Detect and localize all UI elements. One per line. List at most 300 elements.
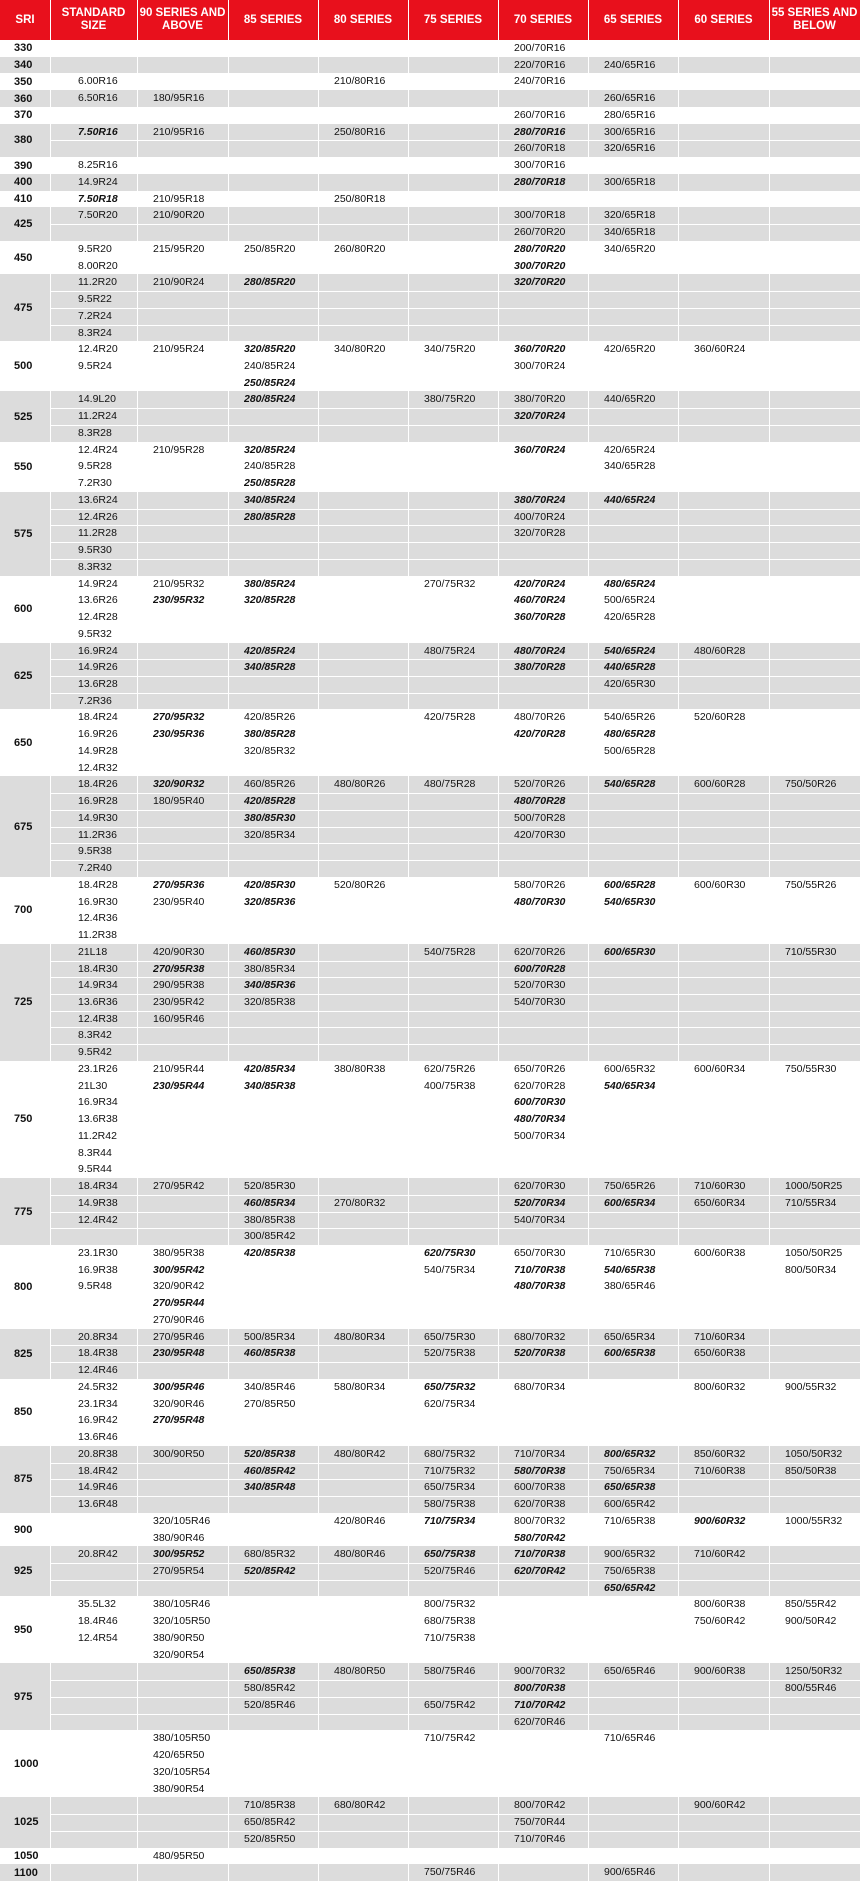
standard-size-cell: 11.2R24 <box>78 410 117 423</box>
tire-size-cell: 710/60R42 <box>694 1548 746 1561</box>
tire-size-cell: 600/70R38 <box>514 1481 566 1494</box>
sri-value: 700 <box>14 904 33 917</box>
tire-size-cell: 380/65R46 <box>604 1280 656 1293</box>
tire-size-cell: 270/95R46 <box>153 1330 205 1343</box>
standard-size-cell: 11.2R38 <box>78 929 117 942</box>
standard-size-cell: 18.4R26 <box>78 778 118 791</box>
tire-size-cell: 580/70R26 <box>514 878 566 891</box>
tire-size-cell: 420/70R30 <box>514 828 566 841</box>
column-divider <box>678 0 679 1881</box>
tire-size-cell: 230/95R32 <box>153 594 205 607</box>
tire-size-cell: 270/95R38 <box>153 962 205 975</box>
tire-size-cell: 520/85R46 <box>244 1698 296 1711</box>
tire-size-cell: 440/65R20 <box>604 393 656 406</box>
tire-size-cell: 710/60R38 <box>694 1464 746 1477</box>
standard-size-cell: 7.50R20 <box>78 209 118 222</box>
tire-size-cell: 460/70R24 <box>514 594 566 607</box>
row-divider <box>50 626 860 627</box>
tire-size-cell: 270/95R44 <box>153 1297 205 1310</box>
sri-value: 650 <box>14 736 33 749</box>
tire-size-cell: 440/65R28 <box>604 661 656 674</box>
tire-size-cell: 600/60R28 <box>694 778 746 791</box>
tire-size-cell: 540/75R28 <box>424 945 476 958</box>
row-divider <box>50 1429 860 1430</box>
row-divider <box>50 1831 860 1832</box>
tire-size-cell: 520/85R30 <box>244 1180 296 1193</box>
tire-size-cell: 420/85R28 <box>244 795 296 808</box>
standard-size-cell: 18.4R28 <box>78 878 118 891</box>
sri-value: 370 <box>14 109 33 122</box>
tire-size-cell: 180/95R40 <box>153 795 205 808</box>
tire-size-cell: 600/60R38 <box>694 1247 746 1260</box>
tire-size-cell: 520/75R46 <box>424 1565 476 1577</box>
row-divider <box>50 542 860 543</box>
standard-size-cell: 12.4R26 <box>78 510 118 523</box>
sri-value: 1000 <box>14 1757 39 1770</box>
tire-size-cell: 480/80R34 <box>334 1330 386 1343</box>
tire-size-cell: 460/85R42 <box>244 1464 296 1477</box>
tire-size-cell: 210/95R28 <box>153 443 205 456</box>
tire-size-cell: 710/75R34 <box>424 1514 476 1527</box>
standard-size-cell: 14.9R26 <box>78 661 118 674</box>
tire-size-cell: 520/70R38 <box>514 1347 566 1360</box>
standard-size-cell: 9.5R42 <box>78 1046 112 1059</box>
tire-size-cell: 900/60R42 <box>694 1799 746 1812</box>
tire-size-cell: 500/70R34 <box>514 1129 566 1142</box>
row-divider <box>50 1094 860 1095</box>
tire-size-cell: 480/60R28 <box>694 644 746 657</box>
tire-size-cell: 680/75R32 <box>424 1447 476 1460</box>
tire-size-cell: 260/70R18 <box>514 142 566 155</box>
tire-size-cell: 540/65R24 <box>604 644 656 657</box>
tire-size-cell: 230/95R42 <box>153 995 205 1008</box>
standard-size-cell: 18.4R46 <box>78 1615 118 1628</box>
tire-size-cell: 270/75R32 <box>424 577 476 590</box>
header-55-series-and-below: 55 SERIES AND BELOW <box>769 0 860 40</box>
tire-size-cell: 380/85R28 <box>244 728 296 741</box>
tire-size-cell: 600/70R30 <box>514 1096 566 1109</box>
tire-size-cell: 710/65R30 <box>604 1247 656 1260</box>
tire-size-cell: 710/65R38 <box>604 1514 656 1527</box>
tire-size-cell: 340/85R28 <box>244 661 296 674</box>
sri-value: 775 <box>14 1205 33 1218</box>
standard-size-cell: 21L18 <box>78 945 108 958</box>
tire-size-cell: 380/85R38 <box>244 1213 296 1226</box>
tire-size-cell: 380/90R54 <box>153 1782 205 1795</box>
row-divider <box>50 1111 860 1112</box>
standard-size-cell: 8.3R44 <box>78 1146 112 1159</box>
tire-size-cell: 750/50R26 <box>785 778 837 791</box>
row-divider <box>50 793 860 794</box>
tire-size-cell: 750/60R42 <box>694 1615 746 1628</box>
standard-size-cell: 16.9R34 <box>78 1096 118 1109</box>
tire-size-cell: 710/75R32 <box>424 1464 476 1477</box>
tire-size-cell: 850/55R42 <box>785 1598 837 1611</box>
row-divider <box>50 910 860 911</box>
tire-size-cell: 340/85R36 <box>244 979 296 992</box>
tire-size-cell: 650/75R30 <box>424 1330 476 1343</box>
row-divider <box>50 258 860 259</box>
sri-value: 750 <box>14 1113 33 1126</box>
tire-size-cell: 300/70R18 <box>514 209 566 222</box>
sri-value: 330 <box>14 42 33 55</box>
sri-group-band <box>0 107 860 124</box>
tire-size-cell: 750/65R38 <box>604 1565 656 1577</box>
row-divider <box>50 1714 860 1715</box>
row-divider <box>50 1078 860 1079</box>
header-60-series: 60 SERIES <box>678 0 769 40</box>
tire-size-cell: 380/70R28 <box>514 661 566 674</box>
standard-size-cell: 8.00R20 <box>78 259 118 272</box>
row-divider <box>50 592 860 593</box>
standard-size-cell: 9.5R48 <box>78 1280 112 1293</box>
standard-size-cell: 16.9R38 <box>78 1263 118 1276</box>
tire-size-cell: 500/65R24 <box>604 594 656 607</box>
standard-size-cell: 16.9R28 <box>78 795 118 808</box>
standard-size-cell: 16.9R24 <box>78 644 118 657</box>
row-divider <box>50 693 860 694</box>
sri-value: 390 <box>14 159 33 172</box>
standard-size-cell: 8.3R28 <box>78 426 112 439</box>
tire-size-cell: 270/85R50 <box>244 1397 296 1410</box>
tire-size-cell: 520/85R50 <box>244 1832 296 1845</box>
tire-size-cell: 480/80R42 <box>334 1447 386 1460</box>
standard-size-cell: 7.2R24 <box>78 309 112 322</box>
row-divider <box>50 843 860 844</box>
tire-size-cell: 800/55R46 <box>785 1682 837 1695</box>
row-divider <box>50 760 860 761</box>
row-divider <box>50 509 860 510</box>
tire-size-cell: 420/85R30 <box>244 878 296 891</box>
standard-size-cell: 24.5R32 <box>78 1380 118 1393</box>
tire-size-cell: 380/85R24 <box>244 577 296 590</box>
sri-value: 725 <box>14 996 33 1009</box>
tire-size-cell: 210/90R24 <box>153 276 205 289</box>
tire-size-cell: 400/70R24 <box>514 510 566 523</box>
tire-size-cell: 480/80R50 <box>334 1665 386 1678</box>
tire-size-cell: 580/80R34 <box>334 1380 386 1393</box>
tire-size-cell: 1050/50R25 <box>785 1247 843 1260</box>
tire-size-cell: 520/75R38 <box>424 1347 476 1360</box>
tire-size-cell: 710/65R46 <box>604 1732 656 1745</box>
tire-size-cell: 340/65R28 <box>604 460 656 473</box>
standard-size-cell: 9.5R24 <box>78 359 112 372</box>
tire-size-cell: 420/65R20 <box>604 343 656 356</box>
tire-size-cell: 215/95R20 <box>153 242 205 255</box>
tire-size-cell: 580/75R38 <box>424 1498 476 1511</box>
tire-size-cell: 270/80R32 <box>334 1196 386 1209</box>
standard-size-cell: 23.1R34 <box>78 1397 118 1410</box>
tire-size-cell: 420/70R28 <box>514 728 566 741</box>
row-divider <box>50 1345 860 1346</box>
standard-size-cell: 9.5R22 <box>78 293 112 306</box>
row-divider <box>50 140 860 141</box>
tire-size-cell: 240/70R16 <box>514 75 566 88</box>
header-85-series: 85 SERIES <box>228 0 318 40</box>
tire-size-cell: 620/70R30 <box>514 1180 566 1193</box>
tire-size-cell: 650/75R32 <box>424 1380 476 1393</box>
tire-size-cell: 480/80R26 <box>334 778 386 791</box>
tire-size-cell: 380/85R30 <box>244 811 296 824</box>
tire-size-cell: 210/90R20 <box>153 209 205 222</box>
tire-size-cell: 380/70R20 <box>514 393 566 406</box>
tire-size-cell: 710/70R34 <box>514 1447 566 1460</box>
tire-size-cell: 650/65R46 <box>604 1665 656 1678</box>
tire-size-cell: 480/70R38 <box>514 1280 566 1293</box>
tire-size-cell: 340/65R20 <box>604 242 656 255</box>
row-divider <box>50 1044 860 1045</box>
standard-size-cell: 12.4R20 <box>78 343 118 356</box>
tire-size-cell: 280/85R28 <box>244 510 296 523</box>
row-divider <box>50 1212 860 1213</box>
tire-size-cell: 270/95R32 <box>153 711 205 724</box>
tire-size-cell: 320/105R46 <box>153 1514 211 1527</box>
tire-size-cell: 750/55R26 <box>785 878 837 891</box>
tire-size-cell: 320/85R32 <box>244 744 296 757</box>
tire-size-cell: 500/65R28 <box>604 744 656 757</box>
tire-size-cell: 420/65R28 <box>604 611 656 624</box>
tire-size-cell: 200/70R16 <box>514 42 566 54</box>
sri-value: 850 <box>14 1406 33 1419</box>
row-divider <box>50 1412 860 1413</box>
row-divider <box>50 1630 860 1631</box>
header-65-series: 65 SERIES <box>588 0 678 40</box>
tire-size-cell: 380/90R50 <box>153 1631 205 1644</box>
tire-size-cell: 480/70R30 <box>514 895 566 908</box>
tire-size-cell: 460/85R34 <box>244 1196 296 1209</box>
row-divider <box>50 458 860 459</box>
tire-size-cell: 800/60R38 <box>694 1598 746 1611</box>
tire-size-cell: 480/65R24 <box>604 577 656 590</box>
tire-size-cell: 620/70R28 <box>514 1079 566 1092</box>
tire-size-cell: 710/75R42 <box>424 1732 476 1745</box>
sri-value: 625 <box>14 669 33 682</box>
sri-value: 475 <box>14 301 33 314</box>
tire-size-cell: 520/70R34 <box>514 1196 566 1209</box>
tire-size-cell: 240/65R16 <box>604 58 656 71</box>
tire-size-cell: 680/80R42 <box>334 1799 386 1812</box>
row-divider <box>50 425 860 426</box>
tire-size-cell: 1000/55R32 <box>785 1514 843 1527</box>
tire-size-cell: 320/90R32 <box>153 778 205 791</box>
tire-size-cell: 260/70R16 <box>514 108 566 121</box>
tire-size-cell: 340/85R48 <box>244 1481 296 1494</box>
tire-size-cell: 210/80R16 <box>334 75 386 88</box>
tire-size-cell: 600/65R34 <box>604 1196 656 1209</box>
tire-size-cell: 900/55R32 <box>785 1380 837 1393</box>
tire-size-cell: 710/55R34 <box>785 1196 837 1209</box>
tire-size-cell: 620/70R42 <box>514 1565 566 1577</box>
row-divider <box>50 676 860 677</box>
tire-size-cell: 300/70R16 <box>514 159 566 172</box>
standard-size-cell: 11.2R20 <box>78 276 117 289</box>
tire-size-cell: 320/105R54 <box>153 1765 211 1778</box>
tire-size-cell: 710/55R30 <box>785 945 837 958</box>
tire-size-cell: 380/75R20 <box>424 393 476 406</box>
standard-size-cell: 7.2R40 <box>78 862 112 875</box>
tire-size-cell: 280/70R18 <box>514 175 566 188</box>
tire-size-cell: 210/95R18 <box>153 192 205 205</box>
tire-size-cell: 380/105R46 <box>153 1598 211 1611</box>
sri-value: 675 <box>14 820 33 833</box>
tire-size-cell: 320/70R28 <box>514 527 566 540</box>
row-divider <box>50 961 860 962</box>
sri-value: 1050 <box>14 1849 39 1862</box>
tire-size-cell: 250/80R16 <box>334 125 386 138</box>
standard-size-cell: 13.6R26 <box>78 594 118 607</box>
standard-size-cell: 23.1R30 <box>78 1247 118 1260</box>
tire-size-cell: 300/65R18 <box>604 175 656 188</box>
tire-size-cell: 650/70R30 <box>514 1247 566 1260</box>
tire-size-cell: 710/60R34 <box>694 1330 746 1343</box>
sri-group-band <box>0 1848 860 1865</box>
tire-size-cell: 320/65R16 <box>604 142 656 155</box>
tire-size-cell: 160/95R46 <box>153 1012 205 1025</box>
tire-size-cell: 710/70R38 <box>514 1263 566 1276</box>
tire-size-cell: 460/85R30 <box>244 945 296 958</box>
tire-size-cell: 750/70R44 <box>514 1816 566 1829</box>
row-divider <box>50 1011 860 1012</box>
standard-size-cell: 14.9R24 <box>78 175 118 188</box>
sri-value: 380 <box>14 134 33 147</box>
tire-size-cell: 360/70R28 <box>514 611 566 624</box>
standard-size-cell: 13.6R28 <box>78 677 118 690</box>
tire-size-cell: 620/70R46 <box>514 1715 566 1728</box>
tire-size-cell: 650/60R34 <box>694 1196 746 1209</box>
tire-size-cell: 270/95R48 <box>153 1414 205 1427</box>
column-divider <box>137 0 138 1881</box>
standard-size-cell: 7.50R18 <box>78 192 118 205</box>
tire-size-cell: 440/65R24 <box>604 493 656 506</box>
row-divider <box>50 894 860 895</box>
row-divider <box>50 1396 860 1397</box>
header-90-series-and-above: 90 SERIES AND ABOVE <box>137 0 228 40</box>
row-divider <box>50 1680 860 1681</box>
tire-size-cell: 360/70R20 <box>514 343 566 356</box>
header-80-series: 80 SERIES <box>318 0 408 40</box>
tire-size-cell: 280/65R16 <box>604 108 656 121</box>
header-standard-size: STANDARD SIZE <box>50 0 137 40</box>
row-divider <box>50 358 860 359</box>
row-divider <box>50 475 860 476</box>
row-divider <box>50 726 860 727</box>
tire-size-cell: 300/90R50 <box>153 1447 205 1460</box>
sri-group-band <box>0 57 860 74</box>
tire-size-cell: 300/85R42 <box>244 1230 296 1243</box>
standard-size-cell: 13.6R24 <box>78 493 118 506</box>
tire-size-cell: 650/75R42 <box>424 1698 476 1711</box>
tire-size-cell: 750/65R26 <box>604 1180 656 1193</box>
tire-size-cell: 380/90R46 <box>153 1531 205 1544</box>
sri-value: 600 <box>14 603 33 616</box>
tire-size-cell: 800/75R32 <box>424 1598 476 1611</box>
column-divider <box>408 0 409 1881</box>
tire-size-cell: 710/70R38 <box>514 1548 566 1561</box>
tire-size-cell: 900/65R32 <box>604 1548 656 1561</box>
standard-size-cell: 16.9R30 <box>78 895 118 908</box>
tire-size-cell: 750/65R34 <box>604 1464 656 1477</box>
row-divider <box>50 1195 860 1196</box>
tire-size-cell: 380/95R38 <box>153 1247 205 1260</box>
tire-size-cell: 240/85R24 <box>244 359 296 372</box>
standard-size-cell: 6.50R16 <box>78 92 118 105</box>
standard-size-cell: 14.9R46 <box>78 1481 118 1494</box>
tire-size-cell: 680/75R38 <box>424 1615 476 1628</box>
row-divider <box>50 1697 860 1698</box>
tire-size-cell: 420/80R46 <box>334 1514 386 1527</box>
sri-value: 975 <box>14 1690 33 1703</box>
tire-size-cell: 340/65R18 <box>604 226 656 239</box>
row-divider <box>50 1228 860 1229</box>
row-divider <box>50 1613 860 1614</box>
sri-value: 425 <box>14 218 33 231</box>
tire-size-cell: 420/65R50 <box>153 1749 205 1762</box>
standard-size-cell: 11.2R36 <box>78 828 117 841</box>
tire-size-cell: 480/70R26 <box>514 711 566 724</box>
tire-size-cell: 620/75R30 <box>424 1247 476 1260</box>
tire-size-cell: 260/65R16 <box>604 92 656 105</box>
tire-size-cell: 340/85R46 <box>244 1380 296 1393</box>
row-divider <box>50 860 860 861</box>
sri-value: 1025 <box>14 1816 39 1829</box>
tire-size-cell: 650/75R38 <box>424 1548 476 1561</box>
tire-size-cell: 320/85R20 <box>244 343 296 356</box>
tire-size-cell: 270/95R36 <box>153 878 205 891</box>
tire-size-cell: 230/95R36 <box>153 728 205 741</box>
tire-size-cell: 320/65R18 <box>604 209 656 222</box>
row-divider <box>50 559 860 560</box>
row-divider <box>50 1145 860 1146</box>
tire-size-cell: 300/95R46 <box>153 1380 205 1393</box>
tire-size-cell: 420/90R30 <box>153 945 205 958</box>
sri-value: 875 <box>14 1473 33 1486</box>
tire-size-cell: 750/55R30 <box>785 1062 837 1075</box>
standard-size-cell: 14.9L20 <box>78 393 116 406</box>
tire-size-cell: 480/75R28 <box>424 778 476 791</box>
sri-value: 350 <box>14 75 33 88</box>
row-divider <box>50 325 860 326</box>
header-75-series: 75 SERIES <box>408 0 498 40</box>
standard-size-cell: 12.4R54 <box>78 1631 118 1644</box>
standard-size-cell: 8.3R42 <box>78 1029 112 1042</box>
tire-size-cell: 520/60R28 <box>694 711 746 724</box>
tire-size-cell: 270/90R46 <box>153 1313 205 1326</box>
standard-size-cell: 12.4R32 <box>78 761 118 774</box>
tire-size-cell: 800/70R32 <box>514 1514 566 1527</box>
sri-value: 360 <box>14 92 33 105</box>
tire-size-cell: 340/75R20 <box>424 343 476 356</box>
tire-size-cell: 580/70R42 <box>514 1531 566 1544</box>
standard-size-cell: 12.4R46 <box>78 1364 118 1377</box>
standard-size-cell: 7.50R16 <box>78 125 118 138</box>
tire-size-cell: 600/60R34 <box>694 1062 746 1075</box>
tire-size-cell: 230/95R40 <box>153 895 205 908</box>
tire-size-cell: 850/50R38 <box>785 1464 837 1477</box>
tire-size-cell: 480/70R24 <box>514 644 566 657</box>
row-divider <box>50 1128 860 1129</box>
standard-size-cell: 14.9R38 <box>78 1196 118 1209</box>
standard-size-cell: 11.2R42 <box>78 1129 117 1142</box>
tire-size-cell: 340/80R20 <box>334 343 386 356</box>
tire-size-cell: 300/95R52 <box>153 1548 205 1561</box>
standard-size-cell: 13.6R38 <box>78 1113 118 1126</box>
tire-size-cell: 680/70R32 <box>514 1330 566 1343</box>
tire-size-cell: 800/50R34 <box>785 1263 837 1276</box>
tire-size-cell: 580/85R42 <box>244 1682 296 1695</box>
tire-size-cell: 900/60R32 <box>694 1514 746 1527</box>
tire-size-cell: 900/60R38 <box>694 1665 746 1678</box>
row-divider <box>50 1262 860 1263</box>
